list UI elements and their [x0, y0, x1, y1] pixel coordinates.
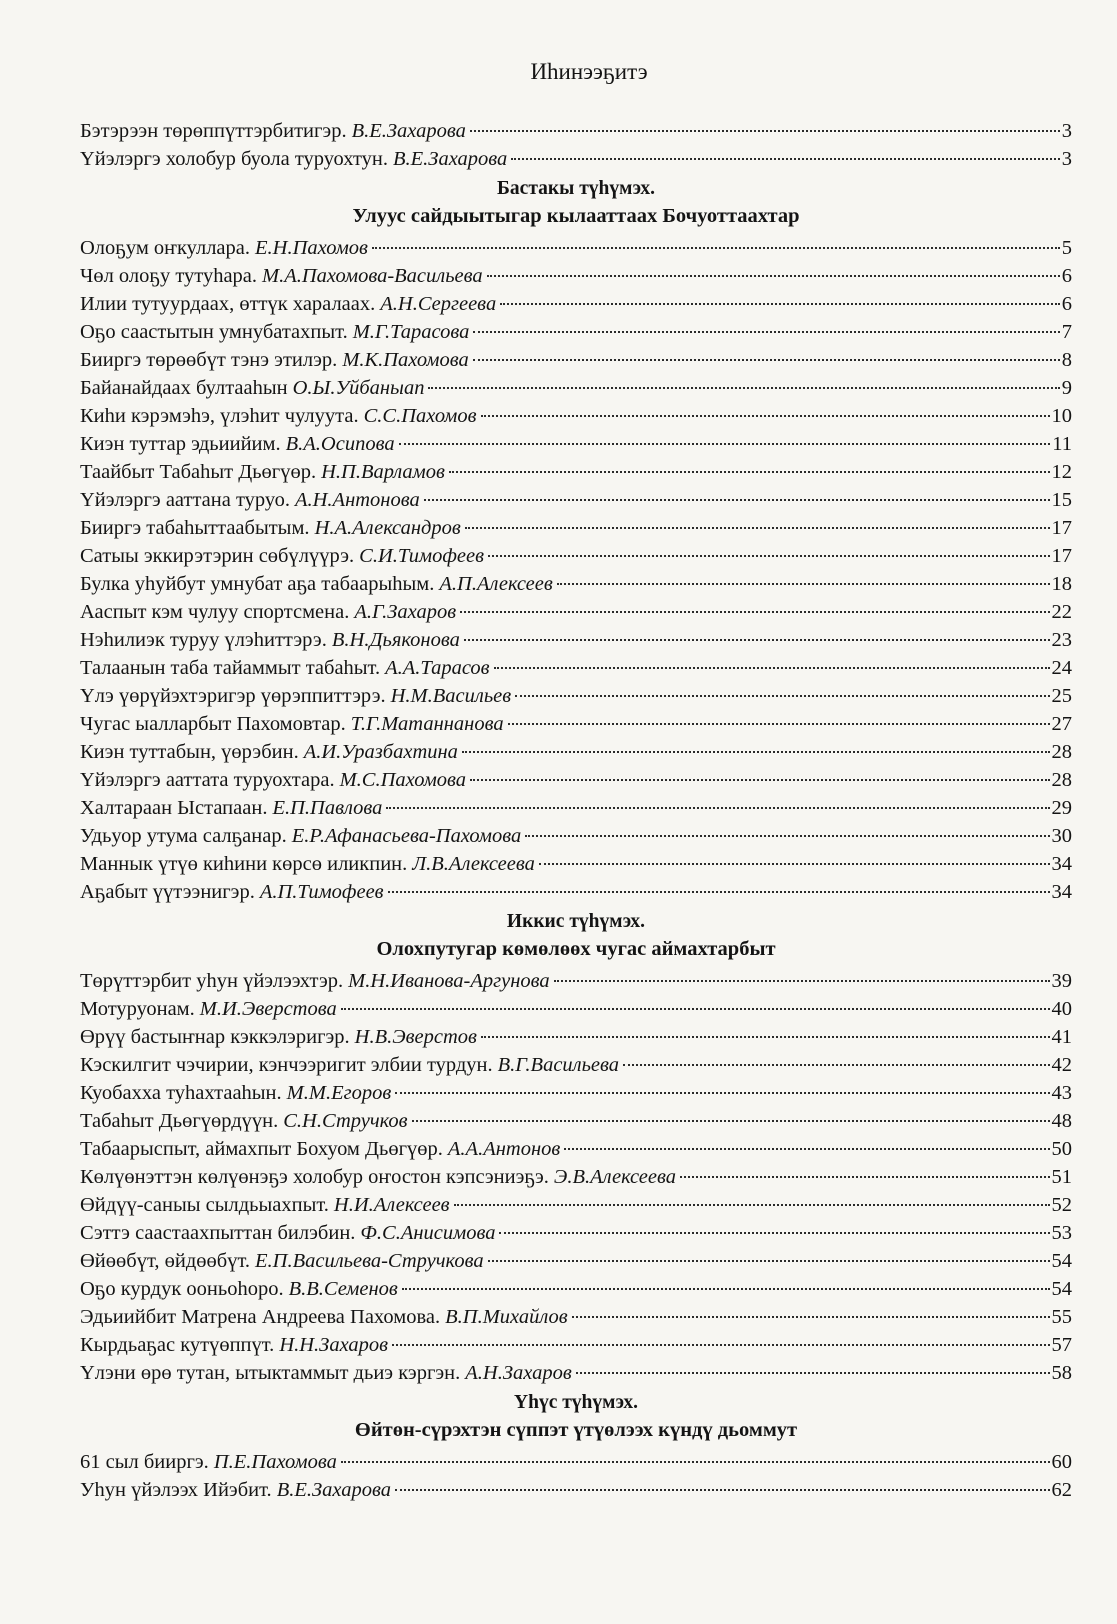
toc-entry[interactable] — [80, 374, 1072, 402]
entry-author: Н.В.Эверстов — [354, 1026, 477, 1048]
entry-author: В.Е.Захарова — [276, 1479, 391, 1501]
section-heading: Улуус сайдыытыгар кылааттаах Бочуоттаахтар — [352, 205, 800, 227]
dot-leader — [454, 1204, 1050, 1206]
entry-page-number: 25 — [1051, 685, 1072, 707]
toc-entry[interactable] — [80, 318, 1072, 346]
entry-author: В.В.Семенов — [288, 1278, 398, 1300]
entry-title: Сатыы эккирэтэрин сөбүлүүрэ. — [80, 545, 355, 567]
entry-page-number: 51 — [1051, 1166, 1072, 1188]
dot-leader — [402, 1288, 1050, 1290]
entry-page-number: 17 — [1051, 517, 1072, 539]
entry-title: Көлүөнэттэн көлүөнэҕэ холобур оҥостон кэпсэниэҕэ. — [80, 1166, 549, 1188]
entry-author: А.А.Антонов — [447, 1138, 561, 1160]
entry-author: А.Н.Антонова — [294, 489, 420, 511]
dot-leader — [680, 1176, 1050, 1178]
entry-page-number: 8 — [1061, 349, 1072, 371]
dot-leader — [515, 695, 1049, 697]
entry-page-number: 57 — [1051, 1334, 1072, 1356]
section-part-label: Иккис түһүмэх. — [506, 911, 646, 932]
dot-leader — [449, 471, 1050, 473]
toc-entry[interactable] — [80, 458, 1072, 486]
toc-entry[interactable] — [80, 1247, 1072, 1275]
dot-leader — [341, 1461, 1050, 1463]
toc-entry[interactable] — [80, 794, 1072, 822]
entry-title: Үйэлэргэ холобур буола туруохтун. — [80, 148, 389, 170]
toc-entry[interactable] — [80, 1191, 1072, 1219]
entry-title: Киэн туттар эдьиийим. — [80, 433, 281, 455]
dot-leader — [511, 158, 1059, 160]
dot-leader — [494, 667, 1050, 669]
toc-body — [80, 117, 1072, 1504]
entry-author: С.С.Пахомов — [363, 405, 477, 427]
toc-entry[interactable] — [80, 1476, 1072, 1504]
entry-title: Талаанын таба тайаммыт табаһыт. — [80, 657, 381, 679]
entry-author: М.Н.Иванова-Аргунова — [348, 970, 550, 992]
entry-author: М.И.Эверстова — [199, 998, 337, 1020]
toc-entry[interactable] — [80, 1275, 1072, 1303]
entry-page-number: 23 — [1051, 629, 1072, 651]
dot-leader — [554, 980, 1050, 982]
dot-leader — [473, 331, 1059, 333]
entry-author: Н.П.Варламов — [321, 461, 445, 483]
dot-leader — [487, 275, 1060, 277]
entry-page-number: 60 — [1051, 1451, 1072, 1473]
dot-leader — [488, 1260, 1050, 1262]
entry-page-number: 3 — [1061, 148, 1072, 170]
entry-title: Чугас ыалларбыт Пахомовтар. — [80, 713, 346, 735]
dot-leader — [564, 1148, 1049, 1150]
entry-title: Булка уһуйбут умнубат аҕа табаарыһым. — [80, 573, 435, 595]
dot-leader — [470, 130, 1060, 132]
entry-page-number: 3 — [1061, 120, 1072, 142]
entry-page-number: 54 — [1051, 1278, 1072, 1300]
table-of-contents — [80, 52, 1072, 1504]
toc-entry[interactable] — [80, 430, 1072, 458]
toc-entry[interactable] — [80, 1135, 1072, 1163]
toc-entry[interactable] — [80, 598, 1072, 626]
entry-author: Е.Н.Пахомов — [255, 237, 368, 259]
dot-leader — [473, 359, 1060, 361]
entry-title: Төрүттэрбит уһун үйэлээхтэр. — [80, 970, 344, 992]
entry-title: Үлэ үөрүйэхтэригэр үөрэппиттэрэ. — [80, 685, 386, 707]
dot-leader — [424, 499, 1050, 501]
toc-entry[interactable] — [80, 738, 1072, 766]
toc-entry[interactable] — [80, 346, 1072, 374]
entry-title: Өйөөбүт, өйдөөбүт. — [80, 1250, 250, 1272]
entry-author: Т.Г.Матаннанова — [350, 713, 504, 735]
entry-author: А.И.Уразбахтина — [303, 741, 458, 763]
dot-leader — [508, 723, 1050, 725]
entry-page-number: 41 — [1051, 1026, 1072, 1048]
dot-leader — [539, 863, 1050, 865]
toc-entry[interactable] — [80, 1051, 1072, 1079]
entry-page-number: 54 — [1051, 1250, 1072, 1272]
entry-title: Уһун үйэлээх Ийэбит. — [80, 1479, 272, 1501]
entry-title: Мотуруонам. — [80, 998, 195, 1020]
dot-leader — [465, 527, 1050, 529]
entry-author: В.П.Михайлов — [445, 1306, 568, 1328]
dot-leader — [392, 1344, 1049, 1346]
entry-author: А.Н.Захаров — [465, 1362, 572, 1384]
entry-page-number: 40 — [1051, 998, 1072, 1020]
entry-author: Н.А.Александров — [314, 517, 461, 539]
entry-page-number: 62 — [1051, 1479, 1072, 1501]
dot-leader — [372, 247, 1060, 249]
entry-author: М.С.Пахомова — [339, 769, 467, 791]
dot-leader — [460, 611, 1049, 613]
dot-leader — [481, 1036, 1050, 1038]
entry-page-number: 10 — [1051, 405, 1072, 427]
toc-entry[interactable] — [80, 1448, 1072, 1476]
entry-page-number: 5 — [1061, 237, 1072, 259]
entry-page-number: 50 — [1051, 1138, 1072, 1160]
entry-title: Эдьиийбит Матрена Андреева Пахомова. — [80, 1306, 441, 1328]
entry-author: Ф.С.Анисимова — [360, 1222, 496, 1244]
entry-page-number: 6 — [1061, 293, 1072, 315]
toc-entry[interactable] — [80, 682, 1072, 710]
section-part-label: Бастакы түһүмэх. — [497, 178, 655, 199]
entry-author: В.А.Осипова — [285, 433, 395, 455]
dot-leader — [500, 303, 1060, 305]
entry-page-number: 42 — [1051, 1054, 1072, 1076]
entry-title: Удьуор утума салҕанар. — [80, 825, 287, 847]
entry-title: Бииргэ табаһыттаабытым. — [80, 517, 310, 539]
toc-entry[interactable] — [80, 290, 1072, 318]
entry-title: Чөл олоҕу тутуһара. — [80, 265, 258, 287]
entry-page-number: 58 — [1051, 1362, 1072, 1384]
toc-entry[interactable] — [80, 878, 1072, 906]
entry-title: Бииргэ төрөөбүт тэнэ этилэр. — [80, 349, 338, 371]
dot-leader — [399, 443, 1051, 445]
toc-entry[interactable] — [80, 654, 1072, 682]
dot-leader — [386, 807, 1049, 809]
dot-leader — [428, 387, 1059, 389]
toc-entry[interactable] — [80, 766, 1072, 794]
entry-page-number: 7 — [1061, 321, 1072, 343]
toc-entry[interactable] — [80, 486, 1072, 514]
entry-page-number: 39 — [1051, 970, 1072, 992]
entry-title: Өйдүү-саныы сылдьыахпыт. — [80, 1194, 329, 1216]
entry-title: Куобахха туһахтааһын. — [80, 1082, 282, 1104]
entry-page-number: 29 — [1051, 797, 1072, 819]
section-part-label: Үһүс түһүмэх. — [514, 1392, 638, 1413]
entry-page-number: 52 — [1051, 1194, 1072, 1216]
entry-title: Оҕо саастытын умнубатахпыт. — [80, 321, 348, 343]
toc-entry[interactable] — [80, 234, 1072, 262]
toc-entry[interactable] — [80, 626, 1072, 654]
entry-page-number: 53 — [1051, 1222, 1072, 1244]
entry-page-number: 15 — [1051, 489, 1072, 511]
entry-title: Нэһилиэк туруу үлэһиттэрэ. — [80, 629, 327, 651]
entry-page-number: 12 — [1051, 461, 1072, 483]
entry-author: А.П.Тимофеев — [259, 881, 384, 903]
entry-page-number: 30 — [1051, 825, 1072, 847]
toc-entry[interactable] — [80, 850, 1072, 878]
entry-author: В.Г.Васильева — [497, 1054, 620, 1076]
dot-leader — [499, 1232, 1049, 1234]
entry-author: В.Е.Захарова — [351, 120, 466, 142]
entry-page-number: 6 — [1061, 265, 1072, 287]
entry-author: Э.В.Алексеева — [553, 1166, 676, 1188]
entry-title: Үйэлэргэ ааттана туруо. — [80, 489, 290, 511]
toc-entry[interactable] — [80, 1303, 1072, 1331]
entry-title: Киэн туттабын, үөрэбин. — [80, 741, 299, 763]
toc-entry[interactable] — [80, 117, 1072, 145]
entry-title: Сэттэ саастаахпыттан билэбин. — [80, 1222, 356, 1244]
entry-title: Ааспыт кэм чулуу спортсмена. — [80, 601, 350, 623]
entry-page-number: 11 — [1052, 433, 1072, 455]
entry-title: 61 сыл бииргэ. — [80, 1451, 209, 1473]
entry-page-number: 55 — [1051, 1306, 1072, 1328]
dot-leader — [341, 1008, 1050, 1010]
toc-entry[interactable] — [80, 1163, 1072, 1191]
entry-title: Илии тутуурдаах, өттүк харалаах. — [80, 293, 376, 315]
entry-author: А.А.Тарасов — [385, 657, 490, 679]
entry-page-number: 48 — [1051, 1110, 1072, 1132]
entry-title: Бэтэрээн төрөппүттэрбитигэр. — [80, 120, 347, 142]
entry-author: А.Н.Сергеева — [380, 293, 497, 315]
entry-title: Халтараан Ыстапаан. — [80, 797, 268, 819]
entry-author: О.Ы.Уйбаныап — [292, 377, 425, 399]
toc-entry[interactable] — [80, 710, 1072, 738]
entry-author: А.Г.Захаров — [354, 601, 457, 623]
entry-author: Е.П.Васильева-Стручкова — [255, 1250, 484, 1272]
dot-leader — [462, 751, 1050, 753]
section-heading: Өйтөн-сүрэхтэн сүппэт үтүөлээх күндү дьоммут — [354, 1419, 798, 1441]
entry-author: Л.В.Алексеева — [412, 853, 535, 875]
entry-page-number: 17 — [1051, 545, 1072, 567]
entry-page-number: 22 — [1051, 601, 1072, 623]
entry-title: Маннык үтүө киһини көрсө иликпин. — [80, 853, 408, 875]
dot-leader — [388, 891, 1050, 893]
toc-entry[interactable] — [80, 542, 1072, 570]
page-title: Иһинээҕитэ — [530, 59, 648, 84]
entry-page-number: 24 — [1051, 657, 1072, 679]
entry-author: М.К.Пахомова — [342, 349, 469, 371]
entry-title: Кэскилгит чэчирии, кэнчээригит элбии турдун. — [80, 1054, 493, 1076]
dot-leader — [412, 1120, 1050, 1122]
dot-leader — [395, 1092, 1049, 1094]
entry-title: Үлэни өрө тутан, ытыктаммыт дьиэ кэргэн. — [80, 1362, 461, 1384]
entry-author: В.Е.Захарова — [393, 148, 508, 170]
dot-leader — [572, 1316, 1050, 1318]
entry-author: М.А.Пахомова-Васильева — [262, 265, 483, 287]
entry-author: Н.М.Васильев — [390, 685, 512, 707]
entry-page-number: 18 — [1051, 573, 1072, 595]
toc-entry[interactable] — [80, 145, 1072, 173]
toc-entry[interactable] — [80, 262, 1072, 290]
toc-entry[interactable] — [80, 995, 1072, 1023]
entry-title: Үйэлэргэ ааттата туруохтара. — [80, 769, 335, 791]
toc-entry[interactable] — [80, 1079, 1072, 1107]
entry-page-number: 28 — [1051, 741, 1072, 763]
dot-leader — [576, 1372, 1050, 1374]
entry-page-number: 9 — [1061, 377, 1072, 399]
dot-leader — [488, 555, 1049, 557]
entry-title: Кырдьаҕас кутүөппүт. — [80, 1334, 275, 1356]
dot-leader — [464, 639, 1050, 641]
entry-author: С.И.Тимофеев — [359, 545, 485, 567]
dot-leader — [525, 835, 1049, 837]
toc-entry[interactable] — [80, 1219, 1072, 1247]
entry-page-number: 27 — [1051, 713, 1072, 735]
toc-entry[interactable] — [80, 402, 1072, 430]
entry-author: Н.И.Алексеев — [333, 1194, 450, 1216]
toc-entry[interactable] — [80, 514, 1072, 542]
dot-leader — [557, 583, 1050, 585]
entry-title: Табаһыт Дьөгүөрдүүн. — [80, 1110, 279, 1132]
entry-title: Оҕо курдук ооньоһоро. — [80, 1278, 284, 1300]
toc-entry[interactable] — [80, 1023, 1072, 1051]
entry-author: В.Н.Дьяконова — [331, 629, 460, 651]
dot-leader — [481, 415, 1050, 417]
entry-title: Өрүү бастыҥнар кэккэлэригэр. — [80, 1026, 350, 1048]
entry-title: Олоҕум оҥкуллара. — [80, 237, 250, 259]
toc-entry[interactable] — [80, 822, 1072, 850]
toc-entry[interactable] — [80, 1107, 1072, 1135]
toc-entry[interactable] — [80, 1359, 1072, 1387]
toc-entry[interactable] — [80, 570, 1072, 598]
entry-title: Байанайдаах бултааһын — [80, 377, 288, 399]
entry-page-number: 28 — [1051, 769, 1072, 791]
dot-leader — [623, 1064, 1049, 1066]
entry-author: М.Г.Тарасова — [352, 321, 470, 343]
entry-author: Е.Р.Афанасьева-Пахомова — [291, 825, 522, 847]
entry-title: Киһи кэрэмэһэ, үлэһит чулуута. — [80, 405, 359, 427]
toc-entry[interactable] — [80, 967, 1072, 995]
entry-author: Е.П.Павлова — [272, 797, 383, 819]
section-heading: Олохпутугар көмөлөөх чугас аймахтарбыт — [376, 938, 776, 960]
entry-author: М.М.Егоров — [286, 1082, 392, 1104]
entry-author: П.Е.Пахомова — [213, 1451, 337, 1473]
entry-page-number: 34 — [1051, 853, 1072, 875]
entry-page-number: 34 — [1051, 881, 1072, 903]
dot-leader — [395, 1489, 1050, 1491]
entry-author: Н.Н.Захаров — [279, 1334, 389, 1356]
toc-entry[interactable] — [80, 1331, 1072, 1359]
entry-author: А.П.Алексеев — [439, 573, 553, 595]
dot-leader — [470, 779, 1049, 781]
entry-title: Табаарыспыт, аймахпыт Бохуом Дьөгүөр. — [80, 1138, 443, 1160]
entry-page-number: 43 — [1051, 1082, 1072, 1104]
entry-author: С.Н.Стручков — [283, 1110, 408, 1132]
entry-title: Таайбыт Табаһыт Дьөгүөр. — [80, 461, 317, 483]
entry-title: Аҕабыт үүтээнигэр. — [80, 881, 255, 903]
